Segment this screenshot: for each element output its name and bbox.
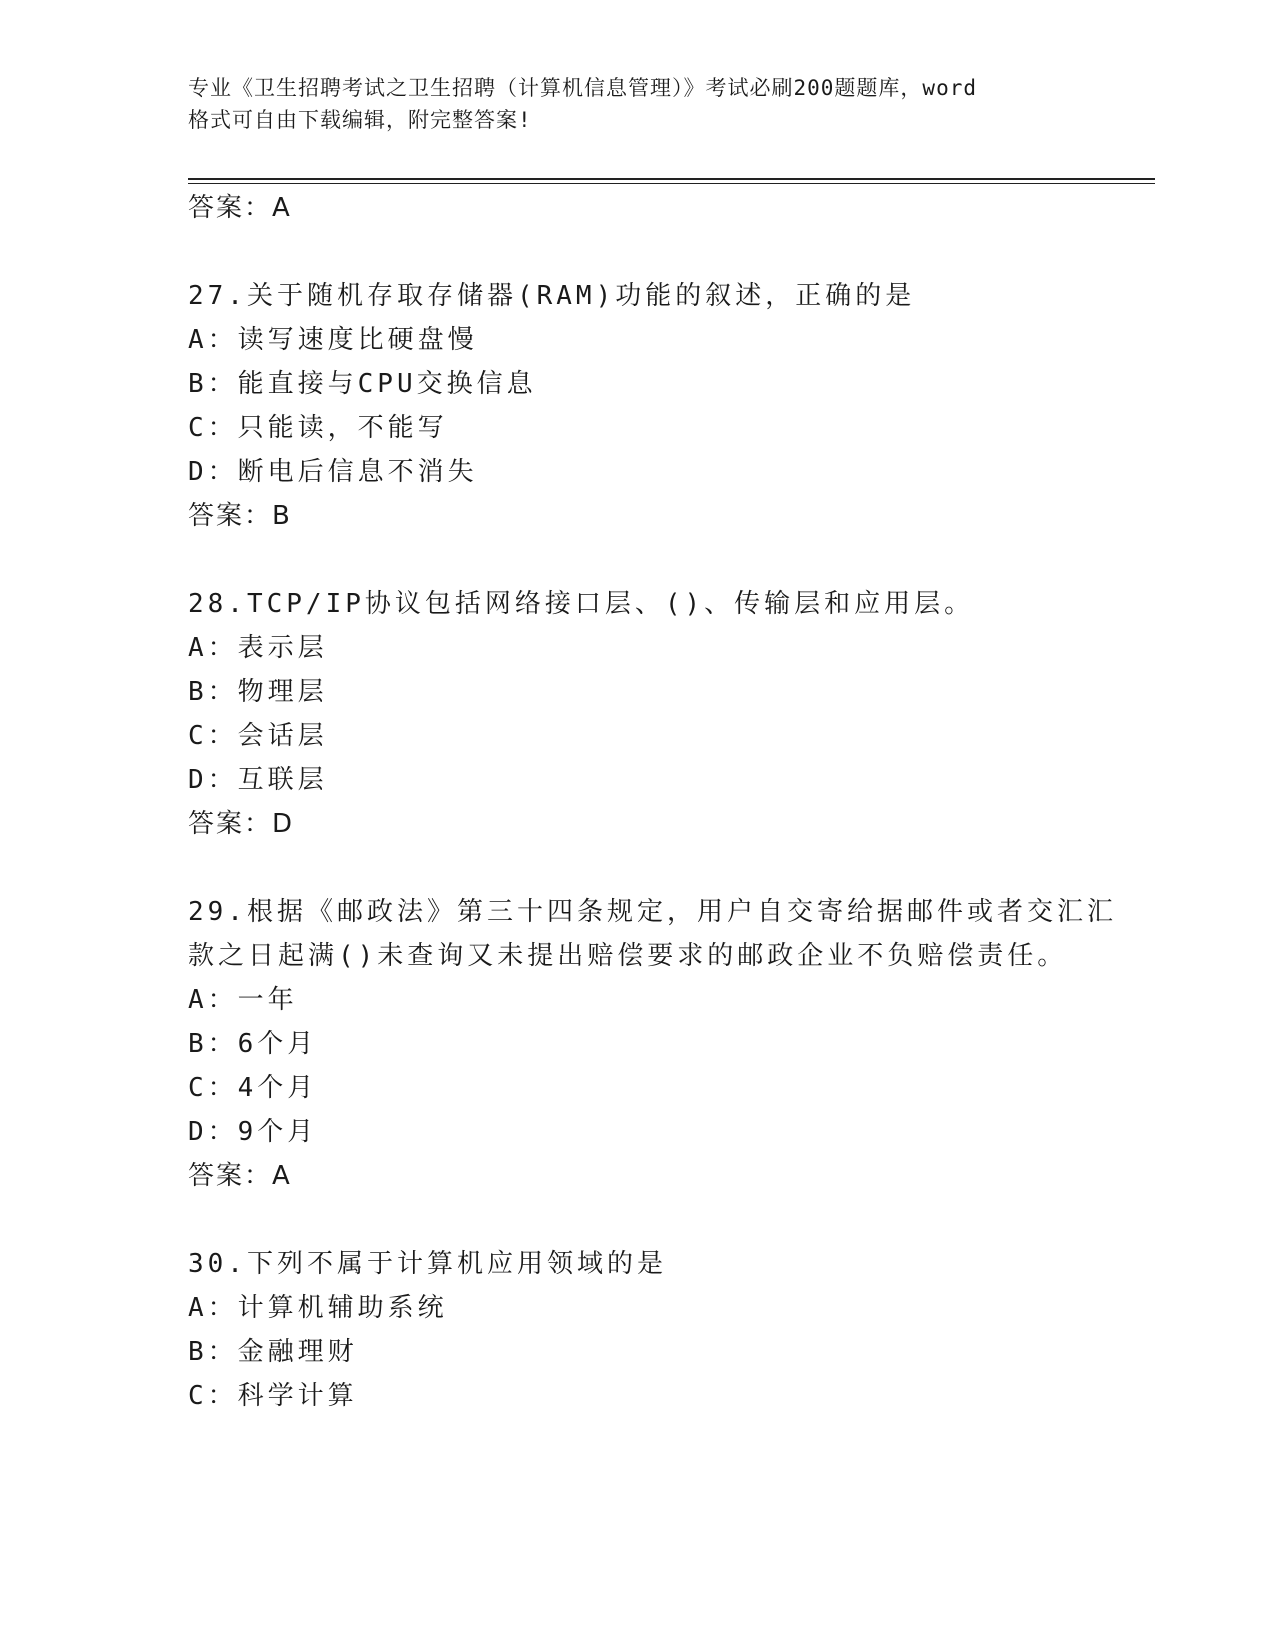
q28-answer: 答案：D [188,809,295,839]
q27-option-b: B：能直接与CPU交换信息 [188,369,537,399]
q28-option-c: C：会话层 [188,721,328,751]
q27-option-c: C：只能读，不能写 [188,413,448,443]
question-29-line-2: 款之日起满()未查询又未提出赔偿要求的邮政企业不负赔偿责任。 [188,941,1068,971]
header-divider-thin [188,183,1155,184]
q27-option-d: D：断电后信息不消失 [188,457,478,487]
q29-option-d: D：9个月 [188,1117,318,1147]
q28-option-a: A：表示层 [188,633,328,663]
question-30: 30.下列不属于计算机应用领域的是 [188,1249,667,1279]
header-line-2: 格式可自由下载编辑，附完整答案! [188,108,532,132]
q28-option-b: B：物理层 [188,677,328,707]
q30-option-a: A：计算机辅助系统 [188,1293,448,1323]
document-header [188,72,1088,136]
q29-option-c: C：4个月 [188,1073,318,1103]
q30-option-c: C：科学计算 [188,1381,358,1411]
header-line-1: 专业《卫生招聘考试之卫生招聘（计算机信息管理）》考试必刷200题题库，word [188,76,977,100]
question-29-line-1: 29.根据《邮政法》第三十四条规定，用户自交寄给据邮件或者交汇汇 [188,897,1117,927]
header-divider-thick [188,178,1155,180]
question-27: 27.关于随机存取存储器(RAM)功能的叙述，正确的是 [188,281,916,311]
q29-option-a: A：一年 [188,985,298,1015]
q29-option-b: B：6个月 [188,1029,318,1059]
q27-answer: 答案：B [188,501,292,531]
q27-option-a: A：读写速度比硬盘慢 [188,325,478,355]
q30-option-b: B：金融理财 [188,1337,358,1367]
q28-option-d: D：互联层 [188,765,328,795]
previous-answer: 答案：A [188,193,292,223]
q29-answer: 答案：A [188,1161,292,1191]
question-28: 28.TCP/IP协议包括网络接口层、()、传输层和应用层。 [188,589,975,619]
